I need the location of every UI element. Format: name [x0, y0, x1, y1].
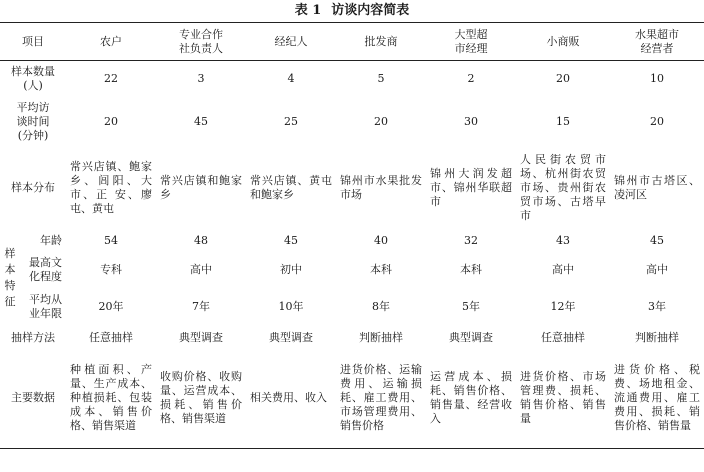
- table-cell: 15: [556, 114, 570, 128]
- table-cell: 48: [194, 233, 208, 247]
- header-wholesaler: 批发商: [364, 34, 398, 48]
- row-label-sampling: 抽样方法: [11, 330, 55, 344]
- row-label-age: 年龄: [40, 233, 62, 247]
- row-label-avg-time: 平均访 谈时间 (分钟): [16, 100, 50, 142]
- table-cell: 常兴店镇、鲍家乡、闾阳、大市、正 安、廖 屯、黄屯: [70, 159, 152, 215]
- table-row: [0, 61, 704, 97]
- table-cell: 20年: [98, 299, 124, 313]
- header-row: [0, 23, 704, 61]
- table-cell: 8年: [372, 299, 390, 313]
- table-cell: 高中: [646, 262, 668, 276]
- header-vendor: 小商贩: [546, 34, 580, 48]
- table-cell: 25: [284, 114, 298, 128]
- table-cell: 32: [464, 233, 478, 247]
- table-cell: 10年: [278, 299, 304, 313]
- table-cell: 20: [556, 71, 570, 85]
- table-cell: 40: [374, 233, 388, 247]
- row-label-distribution: 样本分布: [11, 180, 55, 194]
- table-cell: 运营成本、损耗、销售价格、销售量、经营收入: [430, 370, 512, 426]
- table-cell: 高中: [190, 262, 212, 276]
- table-cell: 本科: [460, 262, 482, 276]
- table-number: 表 1: [294, 3, 322, 18]
- table-cell: 12年: [550, 299, 576, 313]
- table-cell: 常兴店镇和鲍家乡: [160, 173, 242, 201]
- table-cell: 54: [104, 233, 118, 247]
- table-row: [0, 327, 704, 349]
- table-cell: 20: [104, 114, 118, 128]
- interview-summary-table: [0, 22, 704, 449]
- table-row: [0, 287, 704, 327]
- table-cell: 5年: [462, 299, 480, 313]
- table-cell: 典型调查: [449, 330, 493, 344]
- table-cell: 45: [650, 233, 664, 247]
- group-label-char: 本: [4, 262, 16, 276]
- table-cell: 20: [374, 114, 388, 128]
- header-broker: 经纪人: [274, 34, 308, 48]
- table-cell: 锦州市古塔区、凌河区: [614, 173, 700, 201]
- header-item: 项目: [22, 34, 44, 48]
- table-cell: 3: [197, 71, 205, 85]
- table-cell: 22: [104, 71, 118, 85]
- header-supermarket-manager: 大型超 市经理: [454, 27, 488, 55]
- header-fruit-shop-owner: 水果超市 经营者: [635, 27, 679, 55]
- table-cell: 5: [377, 71, 385, 85]
- table-cell: 典型调查: [269, 330, 313, 344]
- table-row: [0, 253, 704, 287]
- table-cell: 2: [467, 71, 475, 85]
- table-row: [0, 349, 704, 449]
- table-cell: 常兴店镇、黄屯和鲍家乡: [250, 173, 332, 201]
- table-cell: 45: [194, 114, 208, 128]
- table-cell: 45: [284, 233, 298, 247]
- table-cell: 43: [556, 233, 570, 247]
- group-label-char: 特: [4, 278, 16, 292]
- table-cell: 判断抽样: [359, 330, 403, 344]
- row-label-education: 最高文 化程度: [29, 255, 62, 283]
- table-cell: 4: [287, 71, 295, 85]
- row-group-label-features: [0, 229, 20, 327]
- table-cell: 进货价格、市场管理费、损耗、销售价格、销售量: [520, 370, 606, 426]
- table-cell: 高中: [552, 262, 574, 276]
- header-farmer: 农户: [100, 34, 122, 48]
- table-cell: 任意抽样: [541, 330, 585, 344]
- table-title: [0, 0, 704, 22]
- table-row: [0, 97, 704, 147]
- table-cell: 相关费用、收入: [250, 391, 327, 405]
- table-cell: 初中: [280, 262, 302, 276]
- table-row: [0, 147, 704, 229]
- table-cell: 锦州大润发超市、锦州华联超市: [430, 166, 512, 208]
- table-cell: 10: [650, 71, 664, 85]
- table-cell: 7年: [192, 299, 210, 313]
- table-cell: 任意抽样: [89, 330, 133, 344]
- row-group-label-text: [0, 246, 20, 310]
- table-cell: 3年: [648, 299, 666, 313]
- group-label-char: 征: [4, 294, 16, 308]
- table-cell: 锦州市水果批发市场: [340, 173, 422, 201]
- table-caption: 访谈内容简表: [331, 3, 410, 18]
- table-cell: 判断抽样: [635, 330, 679, 344]
- table-cell: 30: [464, 114, 478, 128]
- table-cell: 种植面积、产量、生产成本、种植损耗、包装成本、销售价格、销售渠道: [70, 363, 152, 433]
- table-cell: 进货价格、税费、场地租金、流通费用、雇工费用、损耗、销售价格、销售量: [614, 363, 700, 433]
- table-cell: 专科: [100, 262, 122, 276]
- row-label-sample-count: 样本数量 (人): [11, 64, 55, 92]
- table-cell: 20: [650, 114, 664, 128]
- table-cell: 人民街农贸市场、杭州街农贸市场、贵州街农贸市场、古塔早市: [520, 152, 606, 222]
- table-cell: 本科: [370, 262, 392, 276]
- table-cell: 典型调查: [179, 330, 223, 344]
- group-label-char: 样: [4, 246, 16, 260]
- row-label-years: 平均从 业年限: [29, 292, 62, 320]
- header-coop-leader: 专业合作 社负责人: [179, 27, 223, 55]
- row-label-main-data: 主要数据: [11, 391, 55, 405]
- table-cell: 收购价格、收购量、运营成本、损耗、销售价格、销售渠道: [160, 370, 242, 426]
- table-cell: 进货价格、运输费用、运输损耗、雇工费用、市场管理费用、销售价格: [340, 363, 422, 433]
- table-row: [0, 229, 704, 253]
